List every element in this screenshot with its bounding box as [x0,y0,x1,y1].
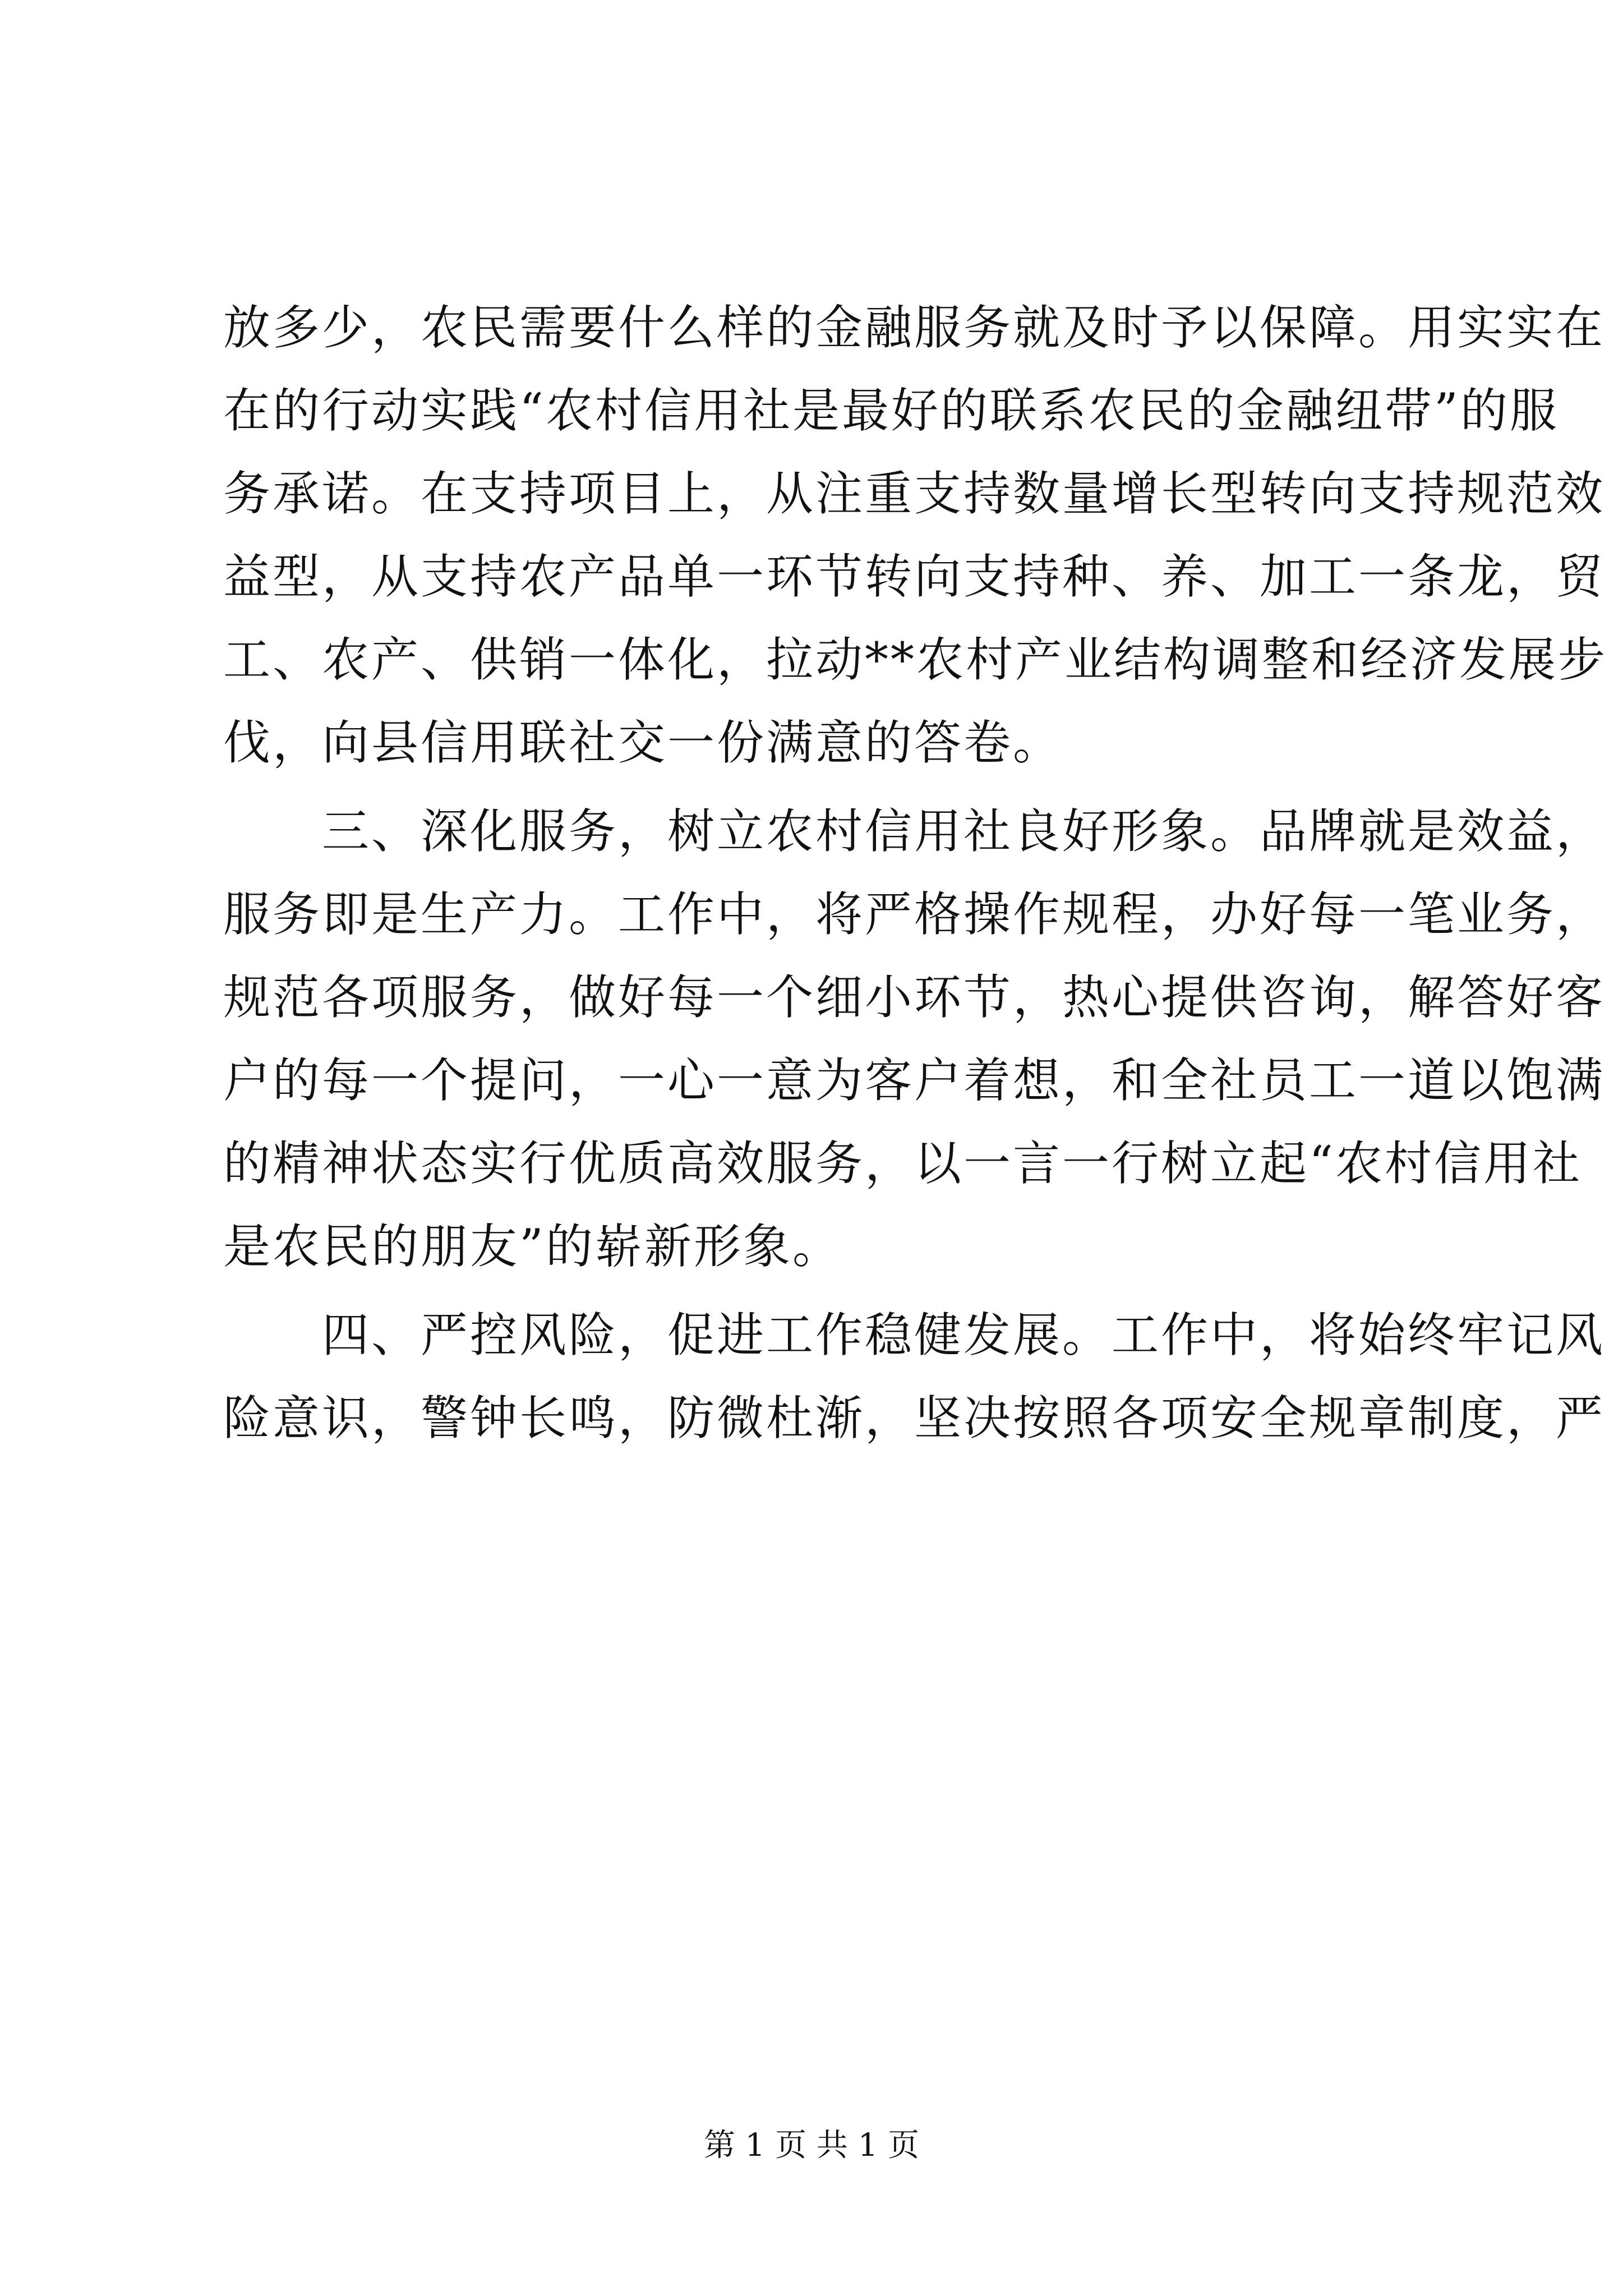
paragraph-line: 益型，从支持农产品单一环节转向支持种、养、加工一条龙，贸 [223,549,1606,604]
paragraph-2 [223,790,1606,1288]
paragraph-line: 工、农产、供销一体化，拉动**农村产业结构调整和经济发展步 [223,632,1608,687]
paragraph-line: 伐，向县信用联社交一份满意的答卷。 [223,715,1063,770]
paragraph-line: 在的行动实践“农村信用社是最好的联系农民的金融纽带”的服 [223,383,1559,438]
paragraph-line: 规范各项服务，做好每一个细小环节，热心提供咨询，解答好客 [223,970,1606,1025]
paragraph-line: 户的每一个提问，一心一意为客户着想，和全社员工一道以饱满 [223,1053,1606,1108]
paragraph-line: 务承诺。在支持项目上，从注重支持数量增长型转向支持规范效 [223,466,1606,521]
paragraph-gap [223,784,1415,790]
paragraph-line: 是农民的朋友”的崭新形象。 [223,1219,842,1274]
paragraph-3 [223,1294,1606,1460]
paragraph-line: 放多少，农民需要什么样的金融服务就及时予以保障。用实实在 [223,300,1606,355]
paragraph-line: 的精神状态实行优质高效服务，以一言一行树立起“农村信用社 [223,1136,1582,1191]
paragraph-1 [223,286,1608,784]
page-footer: 第 1 页 共 1 页 [703,2127,920,2164]
paragraph-gap [223,1288,1415,1294]
paragraph-line: 险意识，警钟长鸣，防微杜渐，坚决按照各项安全规章制度，严 [223,1391,1606,1446]
paragraph-line: 三、深化服务，树立农村信用社良好形象。品牌就是效益， [223,804,1606,859]
paragraph-line: 四、严控风险，促进工作稳健发展。工作中，将始终牢记风 [223,1308,1606,1363]
body-text [223,286,1608,1460]
paragraph-line: 服务即是生产力。工作中，将严格操作规程，办好每一笔业务， [223,887,1606,942]
